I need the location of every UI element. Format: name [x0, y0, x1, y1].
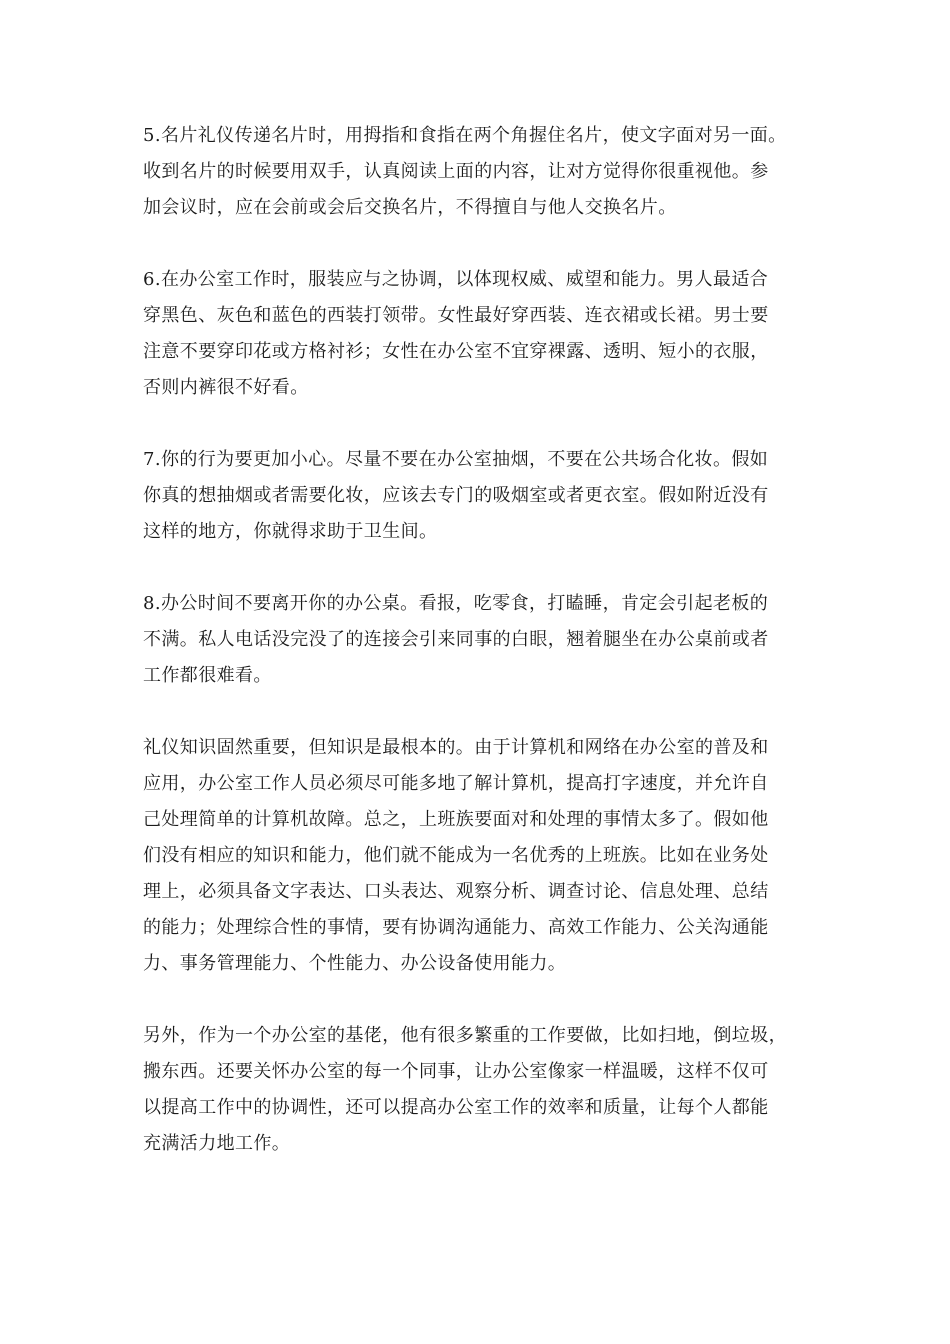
text-line: 以提高工作中的协调性，还可以提高办公室工作的效率和质量，让每个人都能: [143, 1097, 769, 1118]
document-body: [143, 118, 813, 1198]
text-line: 这样的地方，你就得求助于卫生间。: [143, 521, 438, 542]
text-line: 搬东西。还要关怀办公室的每一个同事，让办公室像家一样温暖，这样不仅可: [143, 1061, 769, 1082]
text-line: 注意不要穿印花或方格衬衫；女性在办公室不宜穿裸露、透明、短小的衣服，: [143, 341, 769, 362]
text-line: 礼仪知识固然重要，但知识是最根本的。由于计算机和网络在办公室的普及和: [143, 737, 769, 758]
text-line: 否则内裤很不好看。: [143, 377, 309, 398]
paragraph-office-attire: [143, 262, 813, 406]
text-line: 己处理简单的计算机故障。总之，上班族要面对和处理的事情太多了。假如他: [143, 809, 769, 830]
text-line: 应用，办公室工作人员必须尽可能多地了解计算机，提高打字速度，并允许自: [143, 773, 769, 794]
text-line: 7.你的行为要更加小心。尽量不要在办公室抽烟，不要在公共场合化妆。假如: [143, 449, 769, 470]
text-line: 工作都很难看。: [143, 665, 272, 686]
text-line: 不满。私人电话没完没了的连接会引来同事的白眼，翘着腿坐在办公桌前或者: [143, 629, 769, 650]
text-line: 力、事务管理能力、个性能力、办公设备使用能力。: [143, 953, 567, 974]
text-line: 收到名片的时候要用双手，认真阅读上面的内容，让对方觉得你很重视他。参: [143, 161, 769, 182]
text-line: 8.办公时间不要离开你的办公桌。看报，吃零食，打瞌睡，肯定会引起老板的: [143, 593, 769, 614]
paragraph-behavior: [143, 442, 813, 550]
text-line: 穿黑色、灰色和蓝色的西装打领带。女性最好穿西装、连衣裙或长裙。男士要: [143, 305, 769, 326]
paragraph-knowledge: [143, 730, 813, 982]
text-line: 加会议时，应在会前或会后交换名片，不得擅自与他人交换名片。: [143, 197, 677, 218]
text-line: 理上，必须具备文字表达、口头表达、观察分析、调查讨论、信息处理、总结: [143, 881, 769, 902]
text-line: 6.在办公室工作时，服装应与之协调，以体现权威、威望和能力。男人最适合: [143, 269, 769, 290]
text-line: 5.名片礼仪传递名片时，用拇指和食指在两个角握住名片，使文字面对另一面。: [143, 125, 787, 146]
paragraph-additional-duties: [143, 1018, 813, 1162]
text-line: 另外，作为一个办公室的基佬，他有很多繁重的工作要做，比如扫地，倒垃圾，: [143, 1025, 787, 1046]
text-line: 们没有相应的知识和能力，他们就不能成为一名优秀的上班族。比如在业务处: [143, 845, 769, 866]
text-line: 的能力；处理综合性的事情，要有协调沟通能力、高效工作能力、公关沟通能: [143, 917, 769, 938]
paragraph-stay-at-desk: [143, 586, 813, 694]
text-line: 充满活力地工作。: [143, 1133, 291, 1154]
text-line: 你真的想抽烟或者需要化妆，应该去专门的吸烟室或者更衣室。假如附近没有: [143, 485, 769, 506]
paragraph-business-card-etiquette: [143, 118, 813, 226]
